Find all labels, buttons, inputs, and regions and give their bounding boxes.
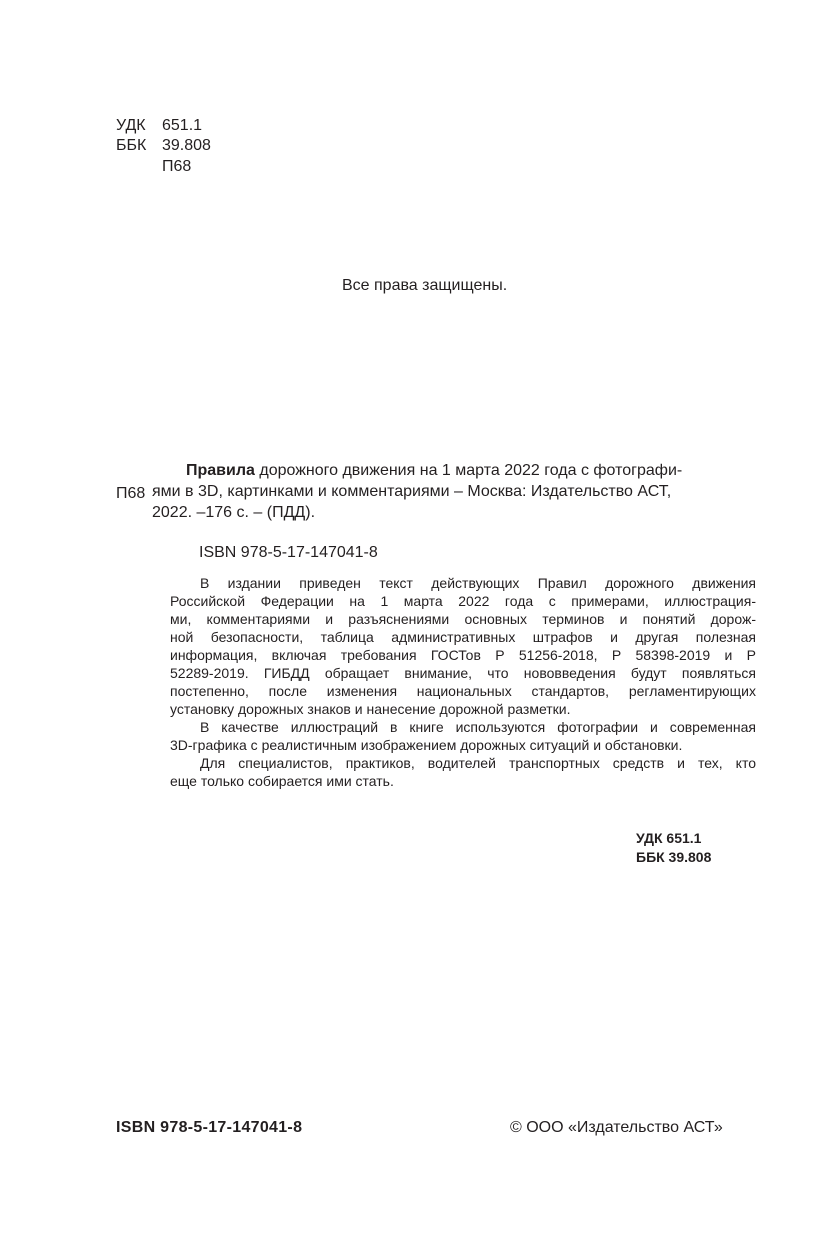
bib-line-1-rest: дорожного движения на 1 марта 2022 года с фотографи- [254, 462, 683, 479]
copyright-notice: © ООО «Издательство АСТ» [510, 1119, 723, 1136]
abstract-paragraph-1 [170, 574, 756, 718]
author-mark: П68 [162, 158, 192, 175]
abstract-line: установку дорожных знаков и нанесение дорожной разметки. [170, 701, 571, 717]
abstract-line: постепенно, после изменения национальных стандартов, регламентирующих [170, 683, 756, 699]
abstract-line: В качестве иллюстраций в книге используются фотографии и современная [200, 719, 756, 735]
index-bbk: ББК 39.808 [636, 849, 712, 865]
bib-title: Правила [186, 462, 255, 479]
rights-notice: Все права защищены. [342, 277, 508, 294]
abstract-paragraph-3 [170, 754, 756, 790]
abstract-line: В издании приведен текст действующих Правил дорожного движения [200, 575, 756, 591]
bbk-label: ББК [116, 137, 147, 154]
abstract-line: Для специалистов, практиков, водителей транспортных средств и тех, кто [200, 755, 756, 771]
abstract [170, 574, 756, 790]
abstract-line: информация, включая требования ГОСТов Р 51256-2018, Р 58398-2019 и Р [170, 647, 756, 663]
bib-line-1 [152, 460, 756, 481]
udk-row [116, 116, 202, 136]
bibliographic-record [152, 460, 756, 523]
bbk-row [116, 136, 211, 156]
abstract-line: еще только собирается ими стать. [170, 773, 394, 789]
bib-line-2: ями в 3D, картинками и комментариями – Москва: Издательство АСТ, [152, 483, 672, 500]
udk-label: УДК [116, 117, 146, 134]
abstract-paragraph-2 [170, 718, 756, 754]
bbk-value: 39.808 [162, 137, 211, 154]
abstract-line: Российской Федерации на 1 марта 2022 года с примерами, иллюстрация- [170, 593, 756, 609]
author-mark-row [116, 157, 191, 177]
isbn-line: ISBN 978-5-17-147041-8 [199, 544, 378, 561]
abstract-line: ми, комментариями и разъяснениями основных терминов и понятий дорож- [170, 611, 756, 627]
author-mark-code: П68 [116, 485, 146, 502]
abstract-line: 3D-графика с реалистичным изображением дорожных ситуаций и обстановки. [170, 737, 683, 753]
footer-isbn: ISBN 978-5-17-147041-8 [116, 1119, 303, 1136]
udk-value: 651.1 [162, 117, 203, 134]
abstract-line: ной безопасности, таблица административных штрафов и другая полезная [170, 629, 756, 645]
abstract-line: 52289-2019. ГИБДД обращает внимание, что нововведения будут появляться [170, 665, 756, 681]
index-udk: УДК 651.1 [636, 830, 702, 846]
bib-line-3: 2022. –176 с. – (ПДД). [152, 504, 316, 521]
